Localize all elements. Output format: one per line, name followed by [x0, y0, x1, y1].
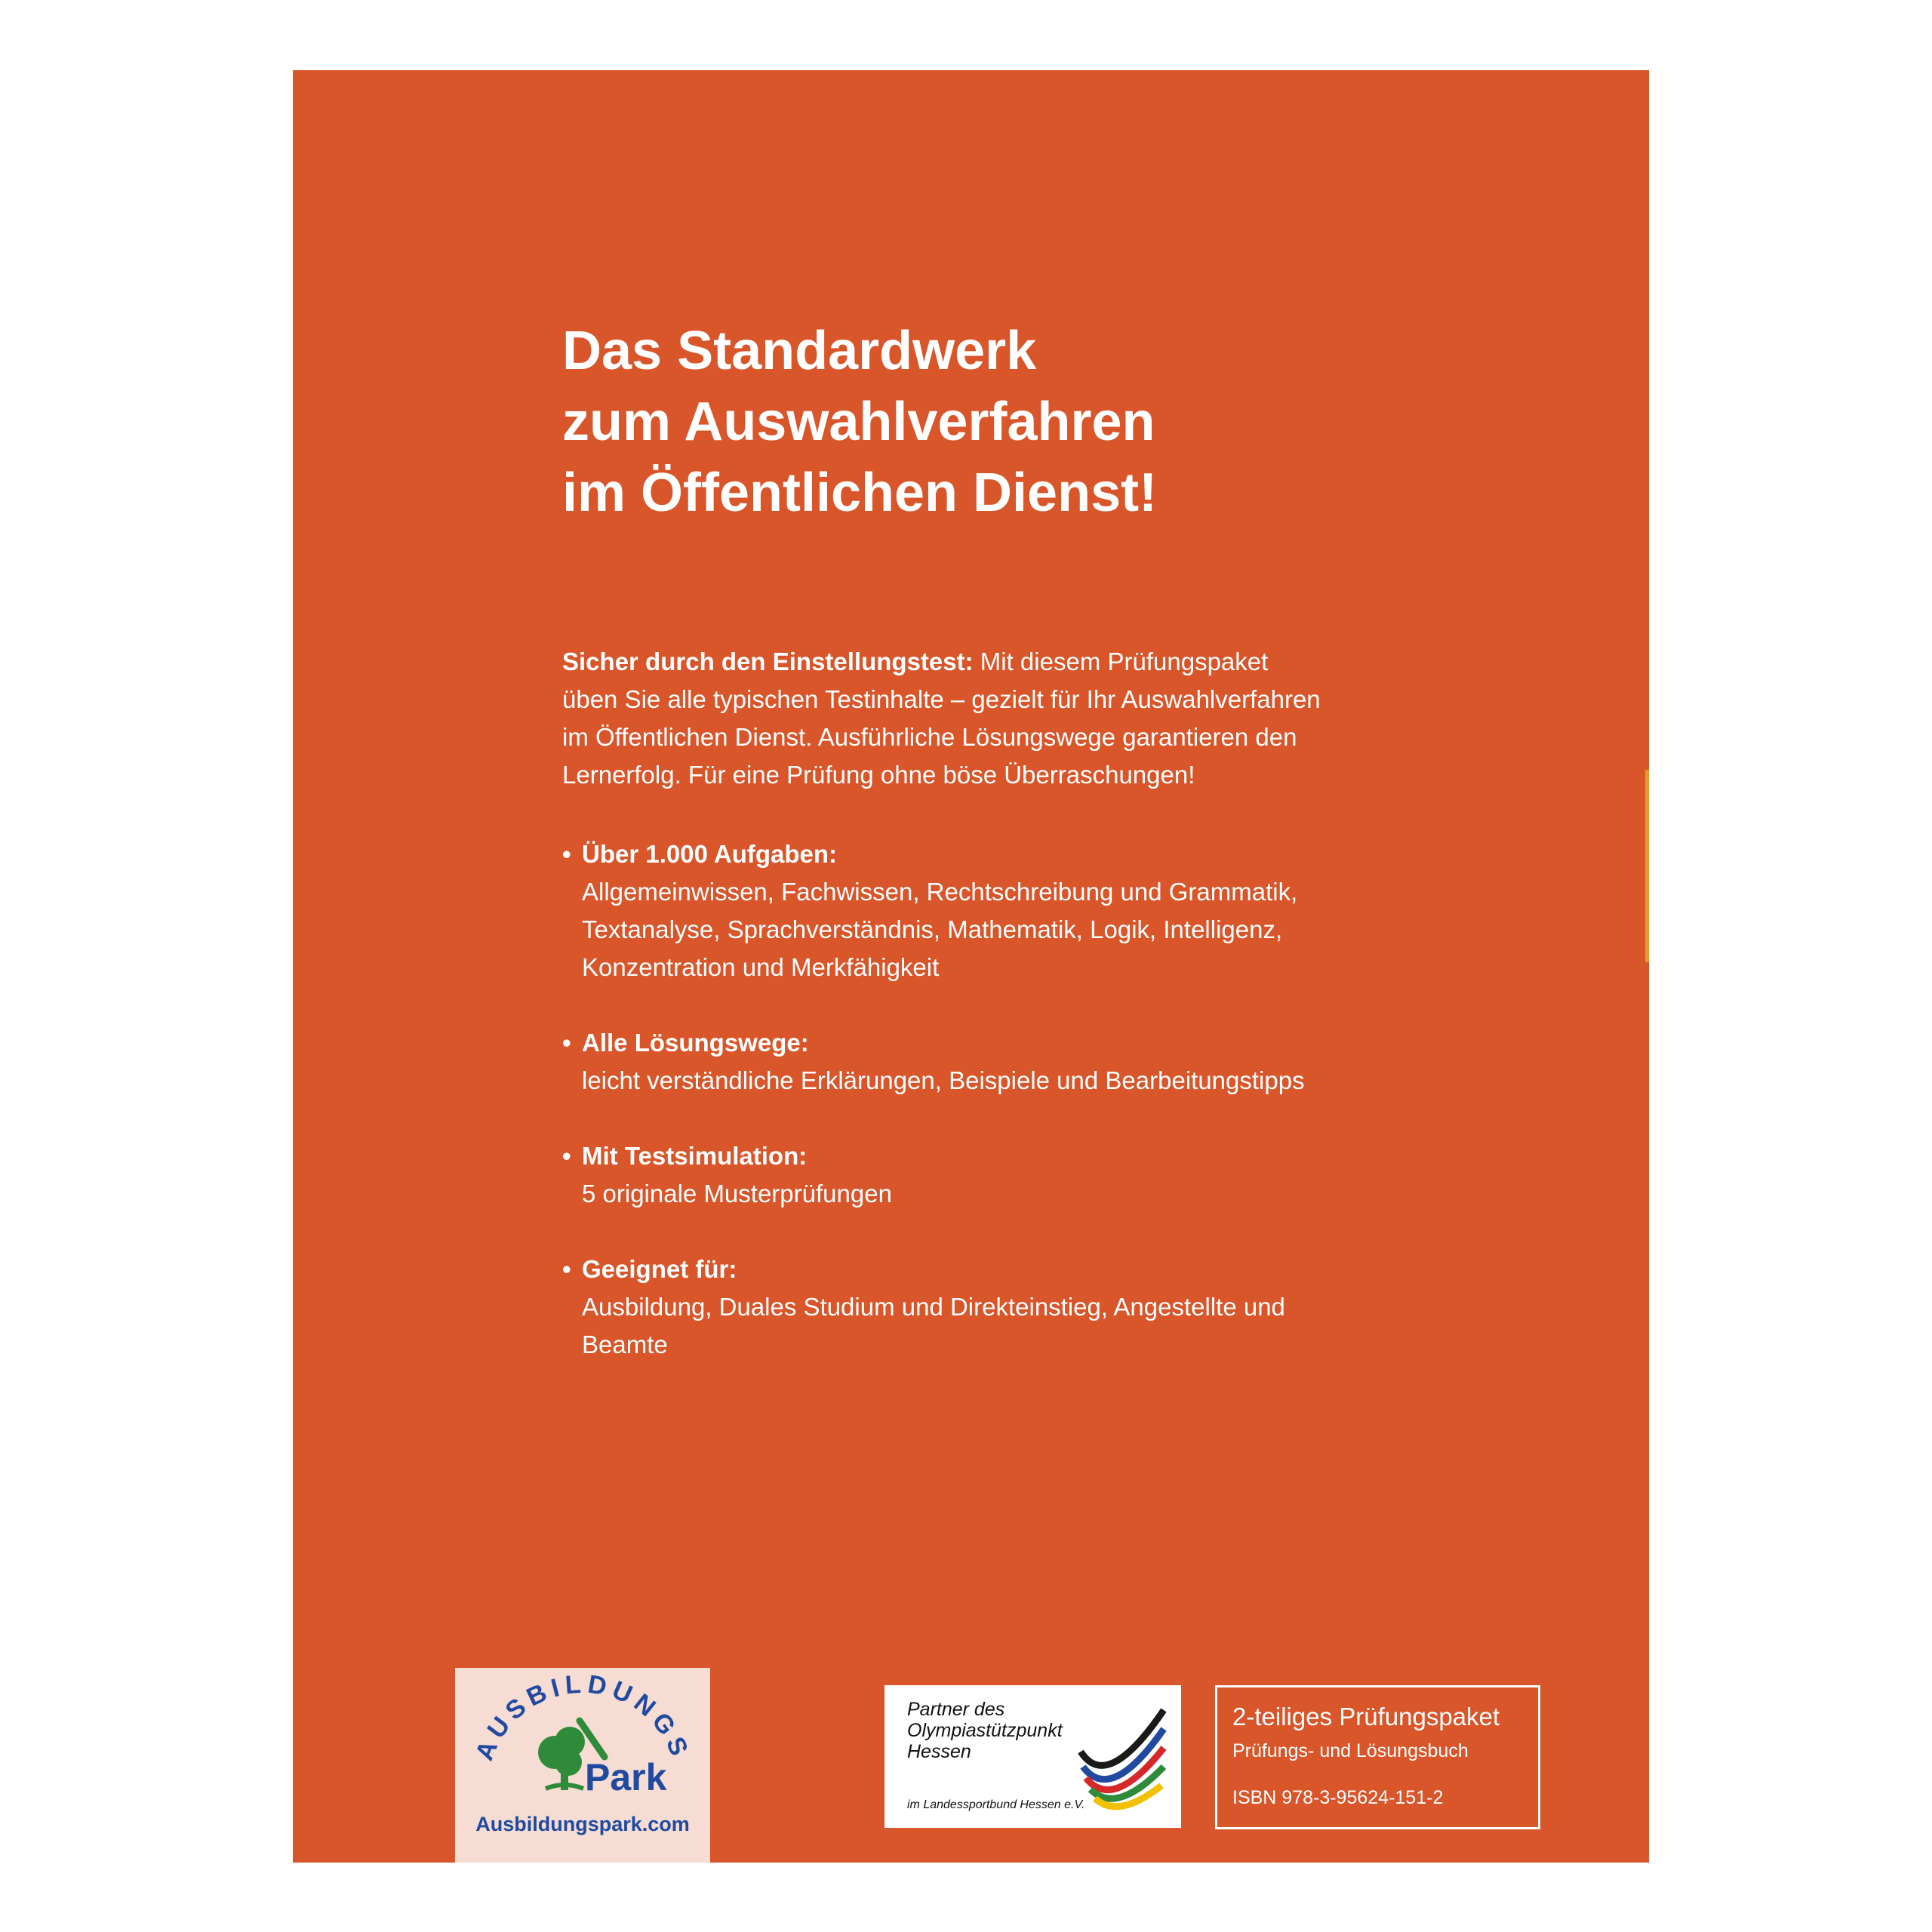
intro-lead: Sicher durch den Einstellungstest:: [562, 648, 974, 675]
partner-line-3: Hessen: [907, 1741, 971, 1762]
ausbildungspark-logo: [455, 1668, 710, 1863]
feature-title: Geeignet für:: [582, 1255, 737, 1283]
feature-title: Mit Testsimulation:: [582, 1142, 808, 1170]
feature-description: Ausbildung, Duales Studium und Direkteinstieg, Angestellte und Beamte: [582, 1293, 1285, 1358]
partner-subline: im Landessportbund Hessen e.V.: [907, 1798, 1085, 1811]
feature-description: Allgemeinwissen, Fachwissen, Rechtschreibung und Grammatik, Textanalyse, Sprachverständnis, Mathematik, Logik, Intelligenz, Konzentration und Merkfähigkeit: [582, 878, 1298, 981]
headline-line-1: Das Standardwerk: [562, 321, 1037, 381]
headline-line-3: im Öffentlichen Dienst!: [562, 463, 1158, 523]
feature-list: [562, 835, 1340, 1364]
headline: [562, 315, 1157, 528]
feature-description: leicht verständliche Erklärungen, Beispiele und Bearbeitungstipps: [582, 1066, 1305, 1094]
info-title: 2-teiliges Prüfungspaket: [1232, 1703, 1500, 1730]
olympic-swoosh-icon: [1077, 1706, 1168, 1816]
logo-url: Ausbildungspark.com: [475, 1813, 690, 1835]
logo-arc-textpath: AUSBILDUNGS: [469, 1669, 696, 1765]
logo-arc-text: [470, 1669, 696, 1764]
product-info-box: [1215, 1685, 1540, 1829]
feature-item: [562, 835, 1340, 986]
feature-item: [562, 1251, 1340, 1364]
tree-icon: [538, 1727, 585, 1790]
partner-badge: [884, 1685, 1181, 1828]
logo-park-text: Park: [585, 1756, 667, 1798]
isbn: ISBN 978-3-95624-151-2: [1232, 1787, 1444, 1808]
headline-line-2: zum Auswahlverfahren: [562, 392, 1155, 452]
bullet: •: [562, 1142, 571, 1170]
partner-line-2: Olympiastützpunkt: [907, 1720, 1063, 1741]
feature-item: [562, 1137, 1340, 1213]
edge-accent: [1645, 770, 1649, 962]
bullet: •: [562, 1029, 571, 1057]
intro-text: Mit diesem Prüfungspaket üben Sie alle typischen Testinhalte – gezielt für Ihr Auswahlverfahren im Öffentlichen Dienst. Ausführliche Lösungswege garantieren den Lernerfolg. Für eine Prüfung ohne böse Überraschungen!: [562, 648, 1321, 789]
feature-title: Alle Lösungswege:: [582, 1029, 809, 1057]
intro-paragraph: [562, 643, 1324, 794]
feature-description: 5 originale Musterprüfungen: [582, 1180, 892, 1208]
partner-text: [907, 1699, 1088, 1762]
ausbildungspark-logo-graphic: [455, 1668, 710, 1819]
bullet: •: [562, 1255, 571, 1283]
feature-title: Über 1.000 Aufgaben:: [582, 840, 838, 868]
partner-line-1: Partner des: [907, 1699, 1005, 1720]
bullet: •: [562, 840, 571, 868]
info-subtitle: Prüfungs- und Lösungsbuch: [1232, 1740, 1469, 1761]
feature-item: [562, 1024, 1340, 1100]
